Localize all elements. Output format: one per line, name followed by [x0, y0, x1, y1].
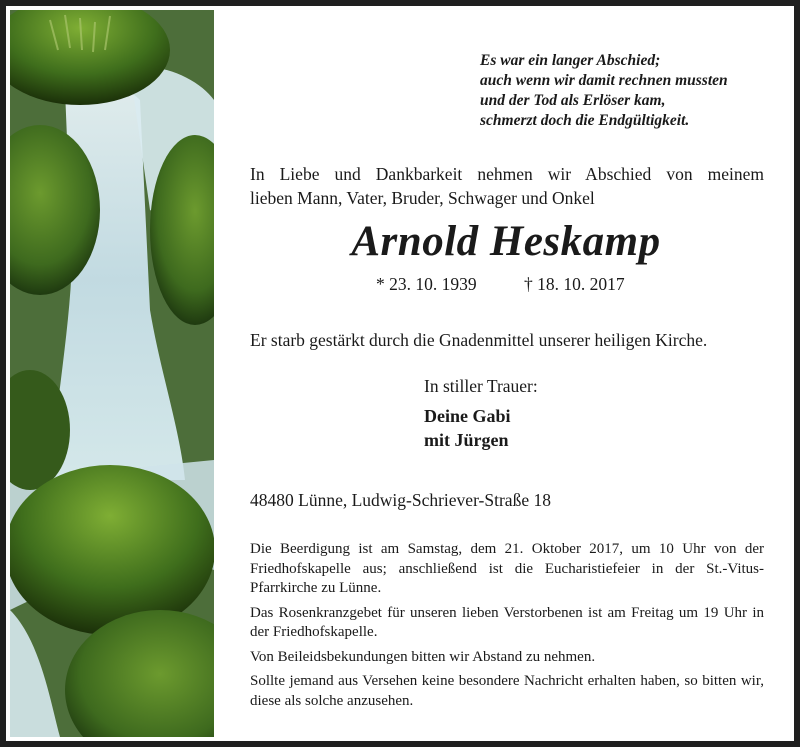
- motto-line: schmerzt doch die Endgültigkeit.: [480, 112, 690, 129]
- mourners-block: [424, 374, 724, 452]
- intro-line-1: In Liebe und Dankbarkeit nehmen wir Abschied von meinem: [250, 164, 764, 184]
- funeral-note: Die Beerdigung ist am Samstag, dem 21. Oktober 2017, um 10 Uhr von der Friedhofskapelle aus; anschließend ist die Eucharistiefeier in der St.-Vitus-Pfarrkirche zu Lünne.: [250, 541, 764, 596]
- waterfall-illustration: [10, 10, 214, 737]
- intro-text: [250, 162, 764, 210]
- funeral-note: Das Rosenkranzgebet für unseren lieben Verstorbenen ist am Freitag um 19 Uhr in der Friedhofskapelle.: [250, 604, 764, 640]
- family-address: 48480 Lünne, Ludwig-Schriever-Straße 18: [250, 490, 551, 510]
- motto-line: und der Tod als Erlöser kam,: [480, 92, 666, 109]
- deceased-name: Arnold Heskamp: [351, 218, 661, 265]
- mourner-name: Deine Gabi: [424, 406, 511, 426]
- faith-statement: Er starb gestärkt durch die Gnadenmittel unserer heiligen Kirche.: [250, 330, 708, 350]
- mourners-heading: In stiller Trauer:: [424, 376, 538, 396]
- birth-date: * 23. 10. 1939: [376, 274, 477, 294]
- intro-line-2: lieben Mann, Vater, Bruder, Schwager und Onkel: [250, 188, 595, 208]
- funeral-note: Sollte jemand aus Versehen keine besondere Nachricht erhalten haben, so bitten wir, diese als solche anzusehen.: [250, 673, 764, 709]
- waterfall-photo: [10, 10, 214, 737]
- funeral-note: Von Beileidsbekundungen bitten wir Abstand zu nehmen.: [250, 648, 596, 665]
- motto-verse: [480, 51, 780, 131]
- death-date: † 18. 10. 2017: [524, 274, 625, 294]
- funeral-notes: [250, 540, 764, 716]
- mourner-name: mit Jürgen: [424, 430, 509, 450]
- motto-line: auch wenn wir damit rechnen mussten: [480, 72, 728, 89]
- motto-line: Es war ein langer Abschied;: [480, 52, 661, 69]
